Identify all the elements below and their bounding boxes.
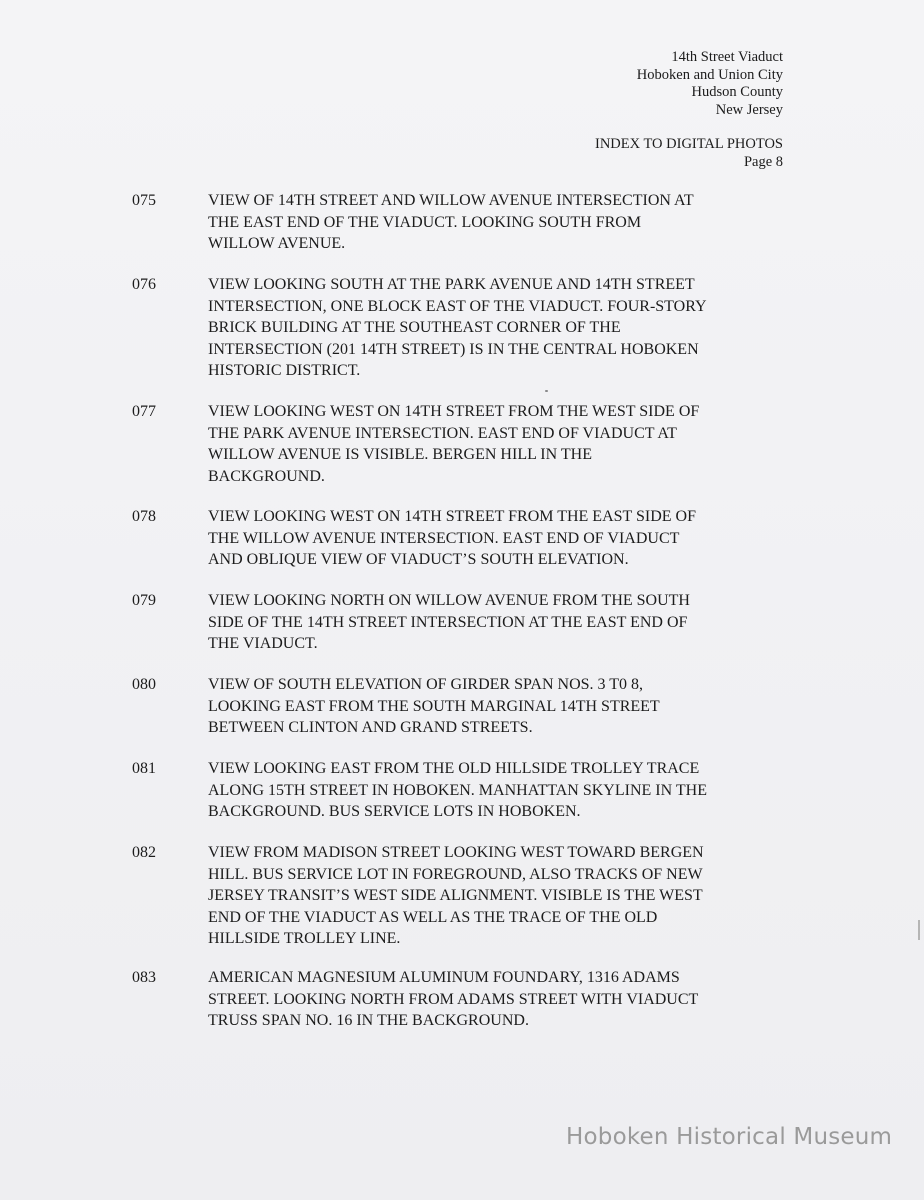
header-line-municipalities: Hoboken and Union City — [636, 66, 783, 83]
photo-description — [208, 590, 792, 655]
photo-description — [208, 274, 792, 382]
description-line: VIEW OF 14TH STREET AND WILLOW AVENUE INTERSECTION AT — [208, 192, 694, 209]
description-line: WILLOW AVENUE. — [208, 235, 346, 252]
index-title: INDEX TO DIGITAL PHOTOS — [594, 136, 783, 152]
description-line: HILLSIDE TROLLEY LINE. — [208, 930, 401, 947]
photo-number: 083 — [132, 969, 156, 986]
description-line: THE PARK AVENUE INTERSECTION. EAST END OF VIADUCT AT — [208, 424, 677, 442]
description-line: STREET. LOOKING NORTH FROM ADAMS STREET WITH VIADUCT — [208, 990, 699, 1008]
description-line: BRICK BUILDING AT THE SOUTHEAST CORNER OF THE — [208, 319, 621, 336]
photo-number: 081 — [132, 760, 156, 777]
description-line: SIDE OF THE 14TH STREET INTERSECTION AT THE EAST END OF — [208, 613, 688, 631]
photo-description — [208, 674, 792, 739]
photo-number: 082 — [132, 844, 156, 861]
description-line: AMERICAN MAGNESIUM ALUMINUM FOUNDARY, 1316 ADAMS — [208, 969, 680, 986]
photo-number: 079 — [132, 592, 156, 609]
photo-description — [208, 401, 792, 487]
description-line: VIEW LOOKING EAST FROM THE OLD HILLSIDE TROLLEY TRACE — [208, 760, 700, 777]
description-line: VIEW LOOKING SOUTH AT THE PARK AVENUE AND 14TH STREET — [208, 276, 695, 293]
description-line: ALONG 15TH STREET IN HOBOKEN. MANHATTAN SKYLINE IN THE — [208, 781, 707, 799]
photo-number: 077 — [132, 403, 156, 420]
description-line: END OF THE VIADUCT AS WELL AS THE TRACE OF THE OLD — [208, 908, 658, 926]
scan-speck — [545, 390, 548, 392]
description-line: VIEW OF SOUTH ELEVATION OF GIRDER SPAN NOS. 3 T0 8, — [208, 676, 643, 693]
photo-number: 080 — [132, 676, 156, 693]
description-line: INTERSECTION (201 14TH STREET) IS IN THE CENTRAL HOBOKEN — [208, 340, 699, 358]
description-line: LOOKING EAST FROM THE SOUTH MARGINAL 14TH STREET — [208, 697, 660, 715]
photo-description — [208, 190, 792, 255]
museum-watermark: Hoboken Historical Museum — [566, 1124, 893, 1150]
description-line: VIEW LOOKING WEST ON 14TH STREET FROM THE EAST SIDE OF — [208, 508, 697, 525]
description-line: THE WILLOW AVENUE INTERSECTION. EAST END OF VIADUCT — [208, 529, 680, 547]
description-line: VIEW FROM MADISON STREET LOOKING WEST TOWARD BERGEN — [208, 844, 704, 861]
scan-edge-mark — [918, 920, 920, 940]
page-number: Page 8 — [743, 153, 783, 170]
description-line: TRUSS SPAN NO. 16 IN THE BACKGROUND. — [208, 1012, 529, 1029]
description-line: HISTORIC DISTRICT. — [208, 362, 361, 379]
header-line-state: New Jersey — [715, 101, 783, 118]
description-line: WILLOW AVENUE IS VISIBLE. BERGEN HILL IN THE — [208, 446, 592, 463]
photo-description — [208, 967, 792, 1032]
photo-description — [208, 842, 792, 950]
description-line: JERSEY TRANSIT’S WEST SIDE ALIGNMENT. VISIBLE IS THE WEST — [208, 887, 703, 904]
description-line: VIEW LOOKING NORTH ON WILLOW AVENUE FROM THE SOUTH — [208, 592, 690, 609]
description-line: BETWEEN CLINTON AND GRAND STREETS. — [208, 719, 533, 736]
description-line: VIEW LOOKING WEST ON 14TH STREET FROM THE WEST SIDE OF — [208, 403, 700, 420]
photo-description — [208, 758, 792, 823]
description-line: THE VIADUCT. — [208, 635, 318, 652]
description-line: INTERSECTION, ONE BLOCK EAST OF THE VIADUCT. FOUR-STORY — [208, 297, 707, 315]
description-line: THE EAST END OF THE VIADUCT. LOOKING SOUTH FROM — [208, 213, 642, 231]
photo-number: 076 — [132, 276, 156, 293]
index-heading — [595, 136, 783, 171]
header-line-county: Hudson County — [691, 84, 783, 100]
description-line: BACKGROUND. — [208, 467, 325, 485]
description-line: BACKGROUND. BUS SERVICE LOTS IN HOBOKEN. — [208, 803, 581, 820]
photo-number: 078 — [132, 508, 156, 525]
photo-description — [208, 506, 792, 571]
photo-number: 075 — [132, 192, 156, 209]
description-line: HILL. BUS SERVICE LOT IN FOREGROUND, ALSO TRACKS OF NEW — [208, 865, 703, 883]
description-line: AND OBLIQUE VIEW OF VIADUCT’S SOUTH ELEVATION. — [208, 551, 629, 568]
header-line-title: 14th Street Viaduct — [671, 49, 783, 65]
document-header — [637, 49, 783, 119]
